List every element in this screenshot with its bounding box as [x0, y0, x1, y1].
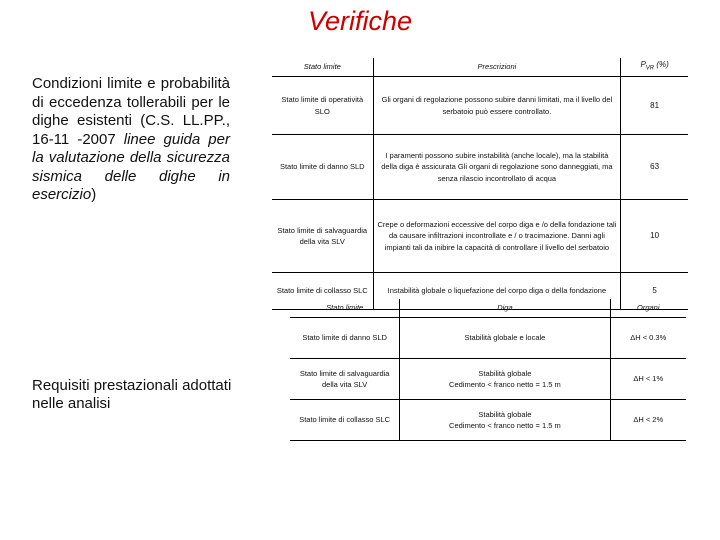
cell-diga-line: Stabilità globale: [478, 409, 532, 419]
header-diga: Diga: [400, 299, 610, 318]
cell-stato: Stato limite di operatività SLO: [272, 77, 373, 135]
pvr-unit: (%): [654, 60, 669, 69]
header-stato-limite: Stato limite: [272, 58, 373, 77]
table-row: [272, 200, 688, 273]
page-title: Verifiche: [307, 6, 413, 36]
header-pvr: [621, 58, 688, 77]
table-header-row: [272, 58, 688, 77]
pvr-subscript: VR: [645, 65, 655, 72]
cell-prescrizioni: Gli organi di regolazione possono subire danni limitati, ma il livello del serbatoio può essere controllato.: [373, 77, 621, 135]
table-row: [290, 400, 686, 441]
cell-pvr: 5: [621, 273, 688, 310]
cell-stato: Stato limite di salvaguardia della vita SLV: [272, 200, 373, 273]
cell-stato: Stato limite di danno SLD: [290, 318, 400, 359]
cell-prescrizioni: I paramenti possono subire instabilità (anche locale), ma la stabilità della diga è assicurata Gli organi di regolazione sono danneggiati, ma senza rilascio incontrollato di acqua: [373, 135, 621, 200]
cell-stato: Stato limite di danno SLD: [272, 135, 373, 200]
performance-requirements-table: [290, 299, 686, 441]
header-prescrizioni: Prescrizioni: [373, 58, 621, 77]
cell-organi: ΔH < 1%: [610, 359, 686, 400]
pvr-symbol: P: [640, 60, 646, 69]
table-row: [272, 77, 688, 135]
cell-pvr: 81: [621, 77, 688, 135]
cell-diga-line: Cedimento < franco netto = 1.5 m: [449, 380, 561, 389]
cell-diga: [400, 400, 610, 441]
cell-stato: Stato limite di collasso SLC: [272, 273, 373, 310]
table-header-row: [290, 299, 686, 318]
cell-organi: ΔH < 2%: [610, 400, 686, 441]
conditions-text: Condizioni limite e probabilità di eccedenza tollerabili per le dighe esistenti (C.S. LL.PP., 16-11 -2007: [32, 75, 230, 148]
table-row: [290, 318, 686, 359]
cell-pvr: 63: [621, 135, 688, 200]
header-stato-limite: Stato limite: [290, 299, 400, 318]
cell-pvr: 10: [621, 200, 688, 273]
limit-states-table: [272, 58, 688, 310]
cell-organi: ΔH < 0.3%: [610, 318, 686, 359]
guidelines-title: linee guida per la valutazione della sicurezza sismica delle dighe in esercizio: [32, 130, 230, 203]
requirements-description: Requisiti prestazionali adottati nelle analisi: [32, 377, 232, 412]
cell-diga-line: Cedimento < franco netto = 1.5 m: [449, 421, 561, 430]
header-organi: Organi: [610, 299, 686, 318]
conditions-description: [32, 75, 230, 205]
cell-diga: Stabilità globale e locale: [400, 318, 610, 359]
cell-stato: Stato limite di collasso SLC: [290, 400, 400, 441]
cell-prescrizioni: Crepe o deformazioni eccessive del corpo diga e /o della fondazione tali da causare infiltrazioni incontrollate e / o tracimazione. Danni agli impianti tali da inibire la capacità di controllare il livello del serbatoio: [373, 200, 621, 273]
cell-prescrizioni: Instabilità globale o liquefazione del corpo diga o della fondazione: [373, 273, 621, 310]
cell-diga: [400, 359, 610, 400]
cell-stato: Stato limite di salvaguardia della vita SLV: [290, 359, 400, 400]
table-row: [290, 359, 686, 400]
cell-diga-line: Stabilità globale: [478, 368, 532, 378]
closing-paren: ): [91, 186, 97, 203]
table-row: [272, 135, 688, 200]
